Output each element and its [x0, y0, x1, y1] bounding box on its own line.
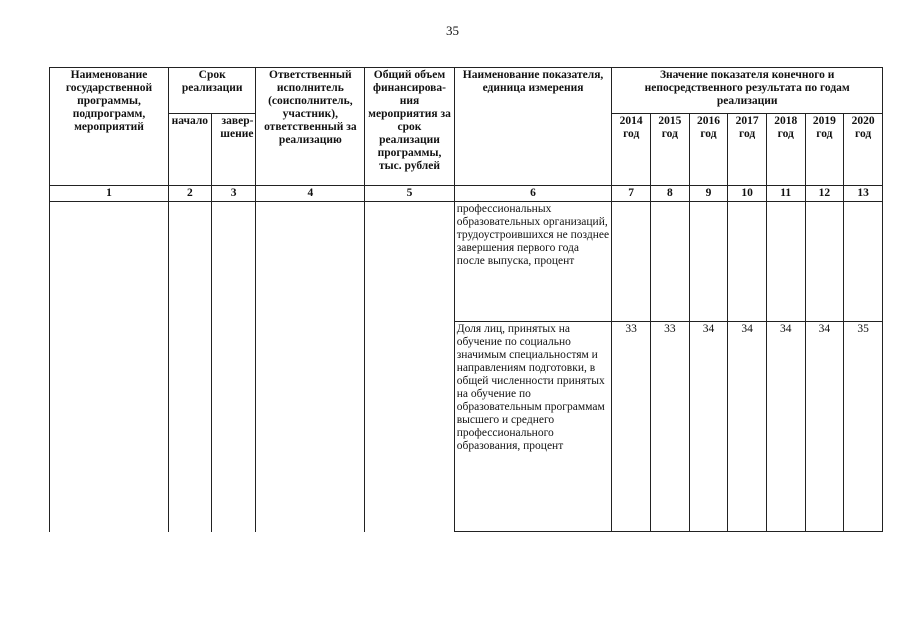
value-cell: 34: [805, 322, 844, 532]
column-number: 7: [612, 186, 651, 202]
header-term-end: завер-шение: [211, 114, 256, 186]
value-cell: [805, 202, 844, 322]
column-number-row: [50, 186, 883, 202]
value-cell: [612, 202, 651, 322]
value-cell: 33: [651, 322, 690, 532]
value-cell: [766, 202, 805, 322]
value-cell: [728, 202, 767, 322]
header-year: 2019 год: [805, 114, 844, 186]
header-executor: Ответственный исполнитель (соисполнитель, участник), ответственный за реализацию: [256, 68, 365, 186]
table-row: [50, 202, 883, 322]
header-year: 2016 год: [689, 114, 728, 186]
column-number: 12: [805, 186, 844, 202]
end-cell: [211, 202, 256, 532]
header-year: 2018 год: [766, 114, 805, 186]
column-number: 5: [365, 186, 454, 202]
column-number: 2: [168, 186, 211, 202]
value-cell: [844, 202, 883, 322]
funding-cell: [365, 202, 454, 532]
header-values-title: Значение показателя конечного и непосредственного результата по годам реализации: [612, 68, 883, 114]
header-year: 2017 год: [728, 114, 767, 186]
column-number: 10: [728, 186, 767, 202]
program-cell: [50, 202, 169, 532]
value-cell: [689, 202, 728, 322]
header-term: Срок реализации: [168, 68, 255, 114]
header-funding: Общий объем финансирова-ния мероприятия за срок реализации программы, тыс. рублей: [365, 68, 454, 186]
value-cell: 35: [844, 322, 883, 532]
header-indicator: Наименование показателя, единица измерения: [454, 68, 612, 186]
indicator-cell: профессиональных образовательных организаций, трудоустроившихся не позднее завершения первого года после выпуска, процент: [454, 202, 612, 322]
column-number: 8: [651, 186, 690, 202]
start-cell: [168, 202, 211, 532]
column-number: 6: [454, 186, 612, 202]
value-cell: 33: [612, 322, 651, 532]
column-number: 1: [50, 186, 169, 202]
column-number: 3: [211, 186, 256, 202]
program-table: [49, 67, 883, 532]
header-year: 2020 год: [844, 114, 883, 186]
header-program-name: Наименование государственной программы, подпрограмм, мероприятий: [50, 68, 169, 186]
page-number: 35: [446, 23, 459, 38]
column-number: 13: [844, 186, 883, 202]
header-year: 2014 год: [612, 114, 651, 186]
executor-cell: [256, 202, 365, 532]
value-cell: 34: [689, 322, 728, 532]
header-term-start: начало: [168, 114, 211, 186]
value-cell: 34: [728, 322, 767, 532]
value-cell: [651, 202, 690, 322]
indicator-cell: Доля лиц, принятых на обучение по социально значимым специальностям и направлениям подготовки, в общей численности принятых на обучение по образовательным программам высшего и среднего профессионального образования, процент: [454, 322, 612, 532]
value-cell: 34: [766, 322, 805, 532]
header-year: 2015 год: [651, 114, 690, 186]
column-number: 4: [256, 186, 365, 202]
column-number: 11: [766, 186, 805, 202]
column-number: 9: [689, 186, 728, 202]
